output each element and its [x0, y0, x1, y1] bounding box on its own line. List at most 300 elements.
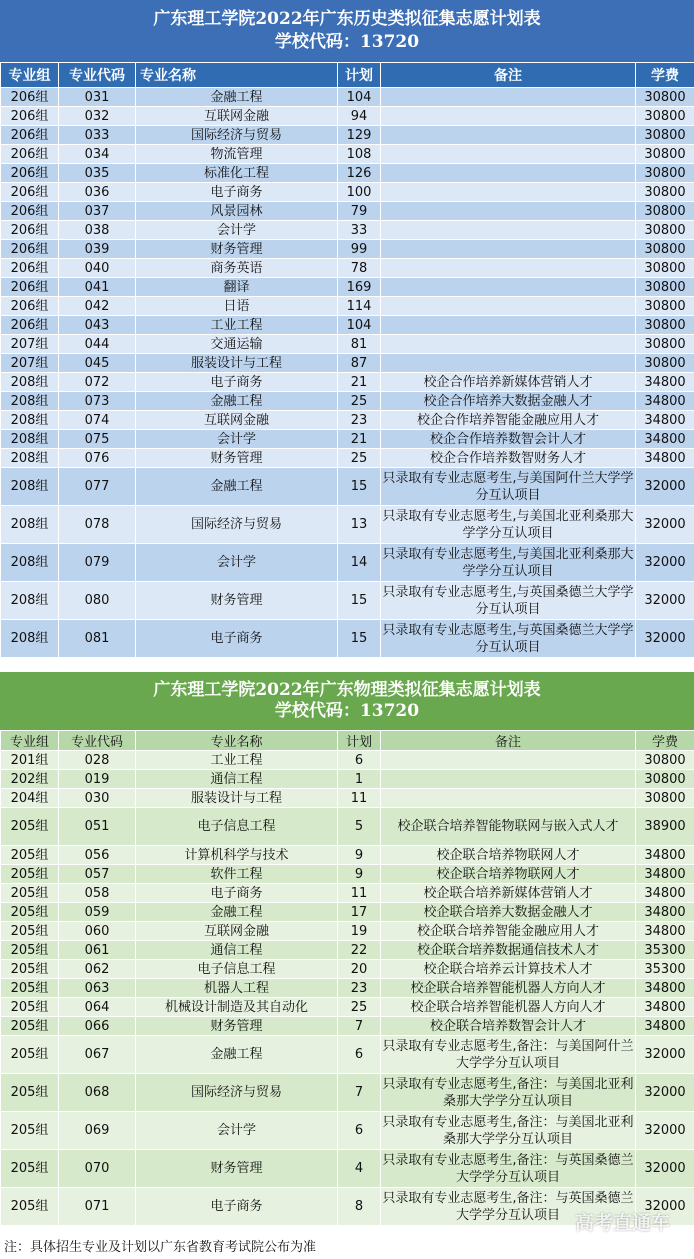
note-cell: 校企合作培养数智会计人才 — [381, 430, 636, 449]
major-cell: 会计学 — [136, 430, 338, 449]
fee-cell: 34800 — [636, 411, 694, 430]
plan-cell: 81 — [338, 335, 381, 354]
group-cell: 206组 — [1, 202, 59, 221]
fee-cell: 34800 — [636, 884, 694, 903]
plan-cell: 23 — [338, 411, 381, 430]
note-cell: 校企联合培养物联网人才 — [381, 865, 636, 884]
major-cell: 机械设计制造及其自动化 — [136, 998, 338, 1017]
fee-cell: 32000 — [636, 1150, 694, 1188]
history-header-cell: 专业组 — [1, 63, 59, 88]
note-cell — [381, 221, 636, 240]
code-cell: 077 — [59, 468, 136, 506]
code-cell: 028 — [59, 751, 136, 770]
table-row — [1, 411, 694, 430]
code-cell: 038 — [59, 221, 136, 240]
major-cell: 机器人工程 — [136, 979, 338, 998]
plan-cell: 104 — [338, 316, 381, 335]
group-cell: 205组 — [1, 884, 59, 903]
plan-cell: 15 — [338, 582, 381, 620]
code-cell: 064 — [59, 998, 136, 1017]
plan-cell: 100 — [338, 183, 381, 202]
major-cell: 电子信息工程 — [136, 808, 338, 846]
group-cell: 206组 — [1, 107, 59, 126]
major-cell: 通信工程 — [136, 770, 338, 789]
fee-cell: 32000 — [636, 506, 694, 544]
group-cell: 207组 — [1, 335, 59, 354]
table-row — [1, 1074, 694, 1112]
note-cell — [381, 183, 636, 202]
fee-cell: 30800 — [636, 183, 694, 202]
plan-cell: 25 — [338, 998, 381, 1017]
fee-cell: 38900 — [636, 808, 694, 846]
group-cell: 206组 — [1, 145, 59, 164]
major-cell: 国际经济与贸易 — [136, 126, 338, 145]
code-cell: 072 — [59, 373, 136, 392]
table-row — [1, 202, 694, 221]
plan-cell: 79 — [338, 202, 381, 221]
major-cell: 风景园林 — [136, 202, 338, 221]
note-cell: 只录取有专业志愿考生,备注：与美国北亚利桑那大学学分互认项目 — [381, 1074, 636, 1112]
fee-cell: 30800 — [636, 335, 694, 354]
fee-cell: 30800 — [636, 259, 694, 278]
table-row — [1, 865, 694, 884]
watermark: 高考直通车 — [574, 1212, 670, 1234]
code-cell: 030 — [59, 789, 136, 808]
fee-cell: 30800 — [636, 202, 694, 221]
code-cell: 032 — [59, 107, 136, 126]
code-cell: 059 — [59, 903, 136, 922]
physics-header-cell: 专业组 — [1, 731, 59, 751]
note-cell — [381, 297, 636, 316]
major-cell: 物流管理 — [136, 145, 338, 164]
table-row — [1, 1150, 694, 1188]
plan-cell: 87 — [338, 354, 381, 373]
table-row — [1, 544, 694, 582]
major-cell: 计算机科学与技术 — [136, 846, 338, 865]
major-cell: 电子商务 — [136, 1188, 338, 1226]
group-cell: 204组 — [1, 789, 59, 808]
physics-header-cell: 学费 — [636, 731, 694, 751]
code-cell: 034 — [59, 145, 136, 164]
fee-cell: 30800 — [636, 770, 694, 789]
table-row — [1, 88, 694, 107]
plan-cell: 13 — [338, 506, 381, 544]
table-row — [1, 789, 694, 808]
fee-cell: 30800 — [636, 145, 694, 164]
table-row — [1, 316, 694, 335]
table-row — [1, 278, 694, 297]
fee-cell: 34800 — [636, 979, 694, 998]
table-row — [1, 506, 694, 544]
plan-cell: 1 — [338, 770, 381, 789]
group-cell: 208组 — [1, 430, 59, 449]
major-cell: 财务管理 — [136, 582, 338, 620]
plan-cell: 7 — [338, 1074, 381, 1112]
code-cell: 019 — [59, 770, 136, 789]
table-row — [1, 846, 694, 865]
plan-cell: 94 — [338, 107, 381, 126]
table-row — [1, 941, 694, 960]
code-cell: 068 — [59, 1074, 136, 1112]
code-cell: 035 — [59, 164, 136, 183]
plan-cell: 6 — [338, 1036, 381, 1074]
note-cell: 校企合作培养新媒体营销人才 — [381, 373, 636, 392]
code-cell: 074 — [59, 411, 136, 430]
code-cell: 040 — [59, 259, 136, 278]
group-cell: 206组 — [1, 240, 59, 259]
code-cell: 045 — [59, 354, 136, 373]
fee-cell: 32000 — [636, 1036, 694, 1074]
code-cell: 060 — [59, 922, 136, 941]
group-cell: 206组 — [1, 88, 59, 107]
fee-cell: 32000 — [636, 544, 694, 582]
fee-cell: 34800 — [636, 998, 694, 1017]
plan-cell: 33 — [338, 221, 381, 240]
physics-table — [0, 730, 694, 1226]
major-cell: 软件工程 — [136, 865, 338, 884]
major-cell: 财务管理 — [136, 449, 338, 468]
fee-cell: 32000 — [636, 1074, 694, 1112]
code-cell: 033 — [59, 126, 136, 145]
plan-cell: 21 — [338, 430, 381, 449]
major-cell: 互联网金融 — [136, 411, 338, 430]
fee-cell: 30800 — [636, 278, 694, 297]
major-cell: 金融工程 — [136, 1036, 338, 1074]
group-cell: 206组 — [1, 316, 59, 335]
note-cell — [381, 789, 636, 808]
table-row — [1, 449, 694, 468]
history-header-cell: 学费 — [636, 63, 694, 88]
table-row — [1, 751, 694, 770]
table-row — [1, 430, 694, 449]
plan-cell: 5 — [338, 808, 381, 846]
major-cell: 电子信息工程 — [136, 960, 338, 979]
group-cell: 205组 — [1, 1112, 59, 1150]
note-cell: 校企联合培养大数据金融人才 — [381, 903, 636, 922]
major-cell: 标准化工程 — [136, 164, 338, 183]
code-cell: 081 — [59, 620, 136, 658]
plan-cell: 9 — [338, 846, 381, 865]
major-cell: 翻译 — [136, 278, 338, 297]
note-cell: 校企联合培养智能机器人方向人才 — [381, 979, 636, 998]
major-cell: 国际经济与贸易 — [136, 506, 338, 544]
note-cell: 校企联合培养云计算技术人才 — [381, 960, 636, 979]
code-cell: 044 — [59, 335, 136, 354]
table-row — [1, 240, 694, 259]
group-cell: 205组 — [1, 1188, 59, 1226]
history-header-cell: 专业代码 — [59, 63, 136, 88]
note-cell — [381, 751, 636, 770]
note-cell: 只录取有专业志愿考生,与美国北亚利桑那大学学分互认项目 — [381, 544, 636, 582]
physics-school-code: 学校代码：13720 — [274, 701, 420, 721]
table-row — [1, 468, 694, 506]
note-cell: 只录取有专业志愿考生,与美国北亚利桑那大学学分互认项目 — [381, 506, 636, 544]
plan-cell: 169 — [338, 278, 381, 297]
note-cell — [381, 202, 636, 221]
plan-cell: 17 — [338, 903, 381, 922]
group-cell: 208组 — [1, 411, 59, 430]
group-cell: 206组 — [1, 126, 59, 145]
code-cell: 073 — [59, 392, 136, 411]
major-cell: 金融工程 — [136, 392, 338, 411]
table-row — [1, 1017, 694, 1036]
plan-cell: 15 — [338, 620, 381, 658]
group-cell: 202组 — [1, 770, 59, 789]
group-cell: 205组 — [1, 846, 59, 865]
table-row — [1, 259, 694, 278]
group-cell: 205组 — [1, 922, 59, 941]
note-cell — [381, 240, 636, 259]
fee-cell: 34800 — [636, 449, 694, 468]
plan-cell: 104 — [338, 88, 381, 107]
code-cell: 062 — [59, 960, 136, 979]
group-cell: 205组 — [1, 1017, 59, 1036]
major-cell: 服装设计与工程 — [136, 789, 338, 808]
plan-cell: 6 — [338, 1112, 381, 1150]
code-cell: 070 — [59, 1150, 136, 1188]
note-cell: 校企联合培养智能机器人方向人才 — [381, 998, 636, 1017]
table-row — [1, 373, 694, 392]
fee-cell: 32000 — [636, 582, 694, 620]
physics-title: 广东理工学院2022年广东物理类拟征集志愿计划表 — [153, 680, 541, 700]
plan-cell: 19 — [338, 922, 381, 941]
code-cell: 069 — [59, 1112, 136, 1150]
code-cell: 057 — [59, 865, 136, 884]
plan-cell: 4 — [338, 1150, 381, 1188]
table-row — [1, 107, 694, 126]
note-cell: 校企合作培养数智财务人才 — [381, 449, 636, 468]
table-row — [1, 145, 694, 164]
fee-cell: 30800 — [636, 240, 694, 259]
note-cell — [381, 316, 636, 335]
major-cell: 商务英语 — [136, 259, 338, 278]
plan-cell: 9 — [338, 865, 381, 884]
table-row — [1, 1036, 694, 1074]
physics-header-cell: 专业代码 — [59, 731, 136, 751]
note-cell: 只录取有专业志愿考生,备注：与英国桑德兰大学学分互认项目 — [381, 1150, 636, 1188]
group-cell: 208组 — [1, 449, 59, 468]
note-cell — [381, 164, 636, 183]
group-cell: 208组 — [1, 506, 59, 544]
plan-cell: 21 — [338, 373, 381, 392]
major-cell: 互联网金融 — [136, 922, 338, 941]
footer-note: 注：具体招生专业及计划以广东省教育考试院公布为准 — [4, 1240, 317, 1255]
group-cell: 205组 — [1, 808, 59, 846]
note-cell: 只录取有专业志愿考生,与英国桑德兰大学学分互认项目 — [381, 620, 636, 658]
fee-cell: 30800 — [636, 316, 694, 335]
group-cell: 208组 — [1, 620, 59, 658]
history-header-row — [1, 63, 694, 88]
group-cell: 206组 — [1, 278, 59, 297]
code-cell: 078 — [59, 506, 136, 544]
major-cell: 财务管理 — [136, 240, 338, 259]
code-cell: 051 — [59, 808, 136, 846]
note-cell: 校企联合培养智能物联网与嵌入式人才 — [381, 808, 636, 846]
group-cell: 206组 — [1, 164, 59, 183]
note-cell: 只录取有专业志愿考生,备注：与美国阿什兰大学学分互认项目 — [381, 1036, 636, 1074]
code-cell: 063 — [59, 979, 136, 998]
plan-cell: 126 — [338, 164, 381, 183]
major-cell: 会计学 — [136, 544, 338, 582]
note-cell — [381, 88, 636, 107]
group-cell: 207组 — [1, 354, 59, 373]
history-header-cell: 专业名称 — [136, 63, 338, 88]
group-cell: 205组 — [1, 1150, 59, 1188]
fee-cell: 32000 — [636, 1188, 694, 1226]
plan-cell: 7 — [338, 1017, 381, 1036]
group-cell: 205组 — [1, 960, 59, 979]
fee-cell: 30800 — [636, 297, 694, 316]
code-cell: 067 — [59, 1036, 136, 1074]
major-cell: 电子商务 — [136, 373, 338, 392]
plan-cell: 25 — [338, 449, 381, 468]
code-cell: 061 — [59, 941, 136, 960]
code-cell: 037 — [59, 202, 136, 221]
fee-cell: 35300 — [636, 960, 694, 979]
major-cell: 金融工程 — [136, 88, 338, 107]
fee-cell: 34800 — [636, 1017, 694, 1036]
major-cell: 电子商务 — [136, 884, 338, 903]
group-cell: 205组 — [1, 1074, 59, 1112]
fee-cell: 30800 — [636, 789, 694, 808]
major-cell: 财务管理 — [136, 1150, 338, 1188]
note-cell: 校企联合培养新媒体营销人才 — [381, 884, 636, 903]
fee-cell: 34800 — [636, 865, 694, 884]
history-table — [0, 62, 694, 658]
note-cell — [381, 770, 636, 789]
note-cell: 只录取有专业志愿考生,备注：与英国桑德兰大学学分互认项目 — [381, 1188, 636, 1226]
history-header-cell: 备注 — [381, 63, 636, 88]
note-cell: 校企联合培养智能金融应用人才 — [381, 922, 636, 941]
table-row — [1, 979, 694, 998]
fee-cell: 30800 — [636, 107, 694, 126]
code-cell: 031 — [59, 88, 136, 107]
note-cell — [381, 126, 636, 145]
code-cell: 056 — [59, 846, 136, 865]
table-row — [1, 620, 694, 658]
major-cell: 互联网金融 — [136, 107, 338, 126]
group-cell: 208组 — [1, 392, 59, 411]
note-cell: 只录取有专业志愿考生,备注：与美国北亚利桑那大学学分互认项目 — [381, 1112, 636, 1150]
major-cell: 会计学 — [136, 1112, 338, 1150]
history-header-cell: 计划 — [338, 63, 381, 88]
table-row — [1, 354, 694, 373]
group-cell: 205组 — [1, 941, 59, 960]
note-cell — [381, 335, 636, 354]
plan-cell: 22 — [338, 941, 381, 960]
note-cell: 校企联合培养数据通信技术人才 — [381, 941, 636, 960]
table-row — [1, 392, 694, 411]
group-cell: 206组 — [1, 221, 59, 240]
note-cell — [381, 278, 636, 297]
table-row — [1, 922, 694, 941]
group-cell: 208组 — [1, 544, 59, 582]
major-cell: 工业工程 — [136, 316, 338, 335]
fee-cell: 34800 — [636, 430, 694, 449]
fee-cell: 34800 — [636, 846, 694, 865]
table-row — [1, 903, 694, 922]
physics-title-block — [0, 672, 694, 730]
fee-cell: 30800 — [636, 126, 694, 145]
fee-cell: 34800 — [636, 922, 694, 941]
major-cell: 通信工程 — [136, 941, 338, 960]
fee-cell: 30800 — [636, 354, 694, 373]
plan-cell: 11 — [338, 884, 381, 903]
code-cell: 066 — [59, 1017, 136, 1036]
major-cell: 电子商务 — [136, 620, 338, 658]
plan-cell: 20 — [338, 960, 381, 979]
table-row — [1, 582, 694, 620]
group-cell: 205组 — [1, 998, 59, 1017]
group-cell: 201组 — [1, 751, 59, 770]
code-cell: 080 — [59, 582, 136, 620]
table-row — [1, 770, 694, 789]
fee-cell: 30800 — [636, 88, 694, 107]
code-cell: 041 — [59, 278, 136, 297]
major-cell: 服装设计与工程 — [136, 354, 338, 373]
code-cell: 071 — [59, 1188, 136, 1226]
plan-cell: 14 — [338, 544, 381, 582]
major-cell: 财务管理 — [136, 1017, 338, 1036]
plan-cell: 23 — [338, 979, 381, 998]
code-cell: 058 — [59, 884, 136, 903]
fee-cell: 35300 — [636, 941, 694, 960]
fee-cell: 34800 — [636, 373, 694, 392]
major-cell: 金融工程 — [136, 468, 338, 506]
table-row — [1, 884, 694, 903]
plan-cell: 25 — [338, 392, 381, 411]
plan-cell: 108 — [338, 145, 381, 164]
fee-cell: 30800 — [636, 751, 694, 770]
table-row — [1, 221, 694, 240]
note-cell: 校企联合培养物联网人才 — [381, 846, 636, 865]
fee-cell: 34800 — [636, 903, 694, 922]
history-title: 广东理工学院2022年广东历史类拟征集志愿计划表 — [153, 9, 541, 29]
plan-cell: 99 — [338, 240, 381, 259]
fee-cell: 32000 — [636, 1112, 694, 1150]
major-cell: 工业工程 — [136, 751, 338, 770]
plan-cell: 11 — [338, 789, 381, 808]
note-cell — [381, 259, 636, 278]
group-cell: 208组 — [1, 468, 59, 506]
table-row — [1, 335, 694, 354]
group-cell: 205组 — [1, 1036, 59, 1074]
history-school-code: 学校代码：13720 — [274, 32, 420, 52]
code-cell: 076 — [59, 449, 136, 468]
note-cell — [381, 107, 636, 126]
group-cell: 208组 — [1, 582, 59, 620]
group-cell: 206组 — [1, 259, 59, 278]
plan-cell: 129 — [338, 126, 381, 145]
note-cell — [381, 145, 636, 164]
fee-cell: 30800 — [636, 164, 694, 183]
table-row — [1, 183, 694, 202]
table-row — [1, 1112, 694, 1150]
table-row — [1, 126, 694, 145]
code-cell: 036 — [59, 183, 136, 202]
group-cell: 206组 — [1, 183, 59, 202]
plan-cell: 15 — [338, 468, 381, 506]
plan-cell: 114 — [338, 297, 381, 316]
physics-header-cell: 专业名称 — [136, 731, 338, 751]
table-row — [1, 164, 694, 183]
major-cell: 会计学 — [136, 221, 338, 240]
table-row — [1, 297, 694, 316]
code-cell: 039 — [59, 240, 136, 259]
code-cell: 042 — [59, 297, 136, 316]
fee-cell: 34800 — [636, 392, 694, 411]
physics-header-row — [1, 731, 694, 751]
